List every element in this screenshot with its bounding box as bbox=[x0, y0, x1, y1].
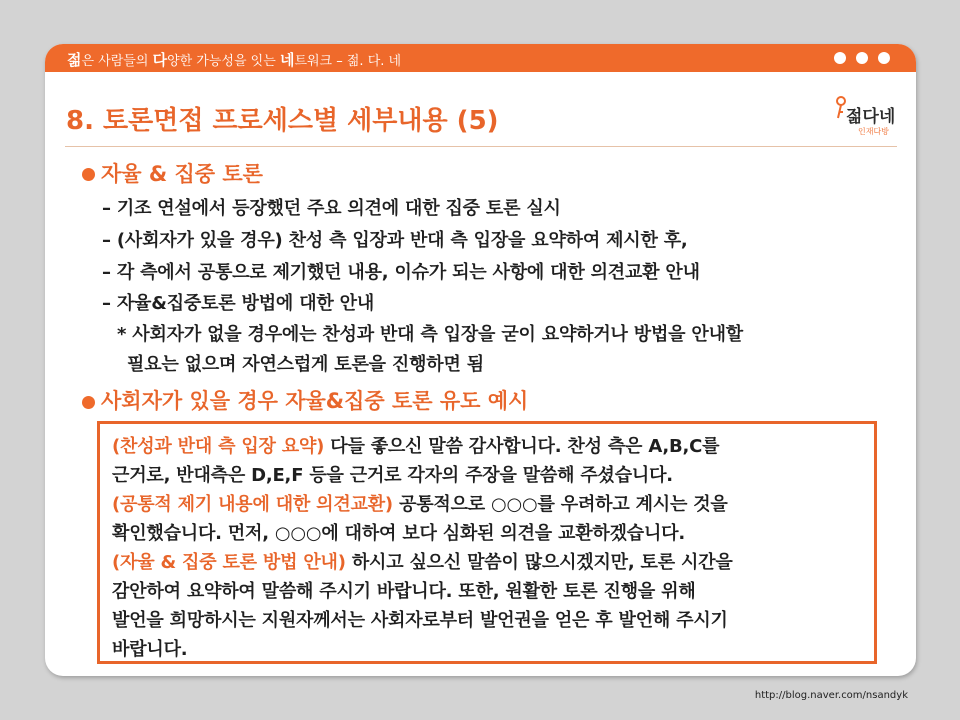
example-label-3: (자율 & 집중 토론 방법 안내) bbox=[112, 552, 346, 573]
section1-line-2: – (사회자가 있을 경우) 찬성 측 입장과 반대 측 입장을 요약하여 제시한 후, bbox=[102, 230, 688, 251]
footer-url: http://blog.naver.com/nsandyk bbox=[754, 690, 908, 701]
tagline-bold-3: 네 bbox=[279, 51, 295, 69]
header-bar bbox=[45, 44, 916, 72]
example-line-7: 발언을 희망하시는 지원자께서는 사회자로부터 발언권을 얻은 후 발언해 주시기 bbox=[112, 610, 728, 631]
dot-icon bbox=[856, 52, 868, 64]
title-divider bbox=[65, 146, 897, 147]
example-label-1: (찬성과 반대 측 입장 요약) bbox=[112, 436, 325, 457]
bullet-icon bbox=[82, 396, 95, 409]
tagline-text-1: 은 사람들의 bbox=[81, 54, 153, 69]
example-box bbox=[97, 421, 877, 664]
section1-heading: 자율 & 집중 토론 bbox=[101, 162, 263, 186]
dot-icon bbox=[834, 52, 846, 64]
example-text-2a: 공통적으로 ○○○를 우려하고 계시는 것을 bbox=[392, 494, 728, 515]
tagline-text-3: 트워크 – 젊. 다. 네 bbox=[294, 54, 402, 69]
header-tagline bbox=[67, 49, 401, 70]
example-text-3a: 하시고 싶으신 말씀이 많으시겠지만, 토론 시간을 bbox=[345, 552, 733, 573]
example-line-5 bbox=[112, 548, 733, 574]
section1-note-line-1: * 사회자가 없을 경우에는 찬성과 반대 측 입장을 굳이 요약하거나 방법을 안내할 bbox=[117, 324, 743, 345]
dot-icon bbox=[878, 52, 890, 64]
example-text-1a: 다들 좋으신 말씀 감사합니다. 찬성 측은 A,B,C를 bbox=[324, 436, 720, 457]
brand-logo bbox=[834, 96, 896, 142]
logo-main-text: 젊다네 bbox=[846, 107, 896, 127]
slide-title: 8. 토론면접 프로세스별 세부내용 (5) bbox=[66, 106, 499, 136]
example-line-6: 감안하여 요약하여 말씀해 주시기 바랍니다. 또한, 원활한 토론 진행을 위해 bbox=[112, 581, 696, 602]
section1-line-3: – 각 측에서 공통으로 제기했던 내용, 이슈가 되는 사항에 대한 의견교환 안내 bbox=[102, 262, 700, 283]
example-label-2: (공통적 제기 내용에 대한 의견교환) bbox=[112, 494, 393, 515]
example-line-8: 바랍니다. bbox=[112, 639, 188, 660]
example-line-1 bbox=[112, 432, 719, 458]
tagline-bold-2: 다 bbox=[152, 51, 168, 69]
window-dots bbox=[834, 52, 890, 64]
example-line-3 bbox=[112, 490, 728, 516]
logo-sub-text: 인재다방 bbox=[858, 127, 889, 136]
tagline-bold-1: 젊 bbox=[67, 51, 82, 69]
example-line-2: 근거로, 반대측은 D,E,F 등을 근거로 각자의 주장을 말씀해 주셨습니다. bbox=[112, 465, 673, 486]
tagline-text-2: 양한 가능성을 잇는 bbox=[167, 54, 280, 69]
section1-note-line-2: 필요는 없으며 자연스럽게 토론을 진행하면 됨 bbox=[127, 354, 484, 375]
section1-line-4: – 자율&집중토론 방법에 대한 안내 bbox=[102, 293, 375, 314]
example-line-4: 확인했습니다. 먼저, ○○○에 대하여 보다 심화된 의견을 교환하겠습니다. bbox=[112, 523, 685, 544]
section1-line-1: – 기조 연설에서 등장했던 주요 의견에 대한 집중 토론 실시 bbox=[102, 198, 561, 219]
bullet-icon bbox=[82, 168, 95, 181]
slide-card bbox=[45, 44, 916, 676]
section2-heading: 사회자가 있을 경우 자율&집중 토론 유도 예시 bbox=[101, 389, 529, 413]
